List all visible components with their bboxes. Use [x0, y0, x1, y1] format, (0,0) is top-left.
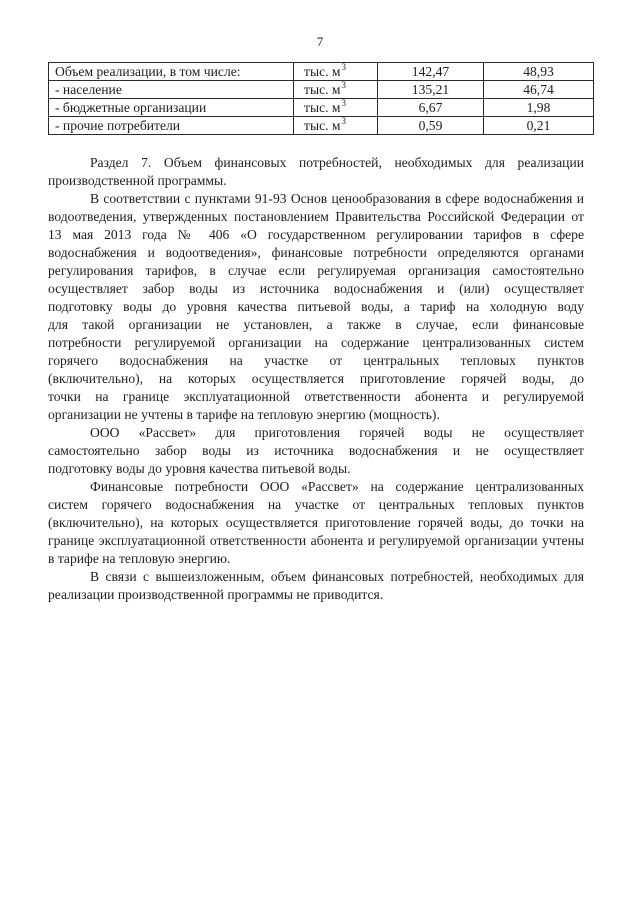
row-value-2: 1,98 [484, 99, 594, 117]
paragraph-conclusion [48, 568, 584, 604]
text-line: реализации производственной программы не приводится. [48, 587, 384, 602]
text-line: организации не учтены в тарифе на тепловую энергию (мощность). [48, 407, 440, 422]
page-number: 7 [316, 34, 324, 49]
row-value-1: 6,67 [378, 99, 484, 117]
text-line: осуществляет забор воды из источника водоснабжения и (или) осуществляет [48, 281, 584, 296]
table-row [49, 117, 594, 135]
text-line: производственной программы. [48, 173, 227, 188]
text-line: границе эксплуатационной ответственности абонента и регулируемой организации учтены [48, 533, 584, 548]
text-line: В соответствии с пунктами 91-93 Основ ценообразования в сфере водоснабжения и [90, 191, 584, 206]
table-row [49, 81, 594, 99]
text-line: ООО «Рассвет» для приготовления горячей воды не осуществляет [90, 425, 584, 440]
row-value-2: 48,93 [484, 63, 594, 81]
row-label: - население [49, 81, 294, 99]
unit-superscript: 3 [341, 116, 347, 126]
unit-superscript: 3 [341, 98, 347, 108]
text-line: подготовку воды до уровня качества питьевой воды, а тариф на холодную воду [48, 299, 584, 314]
row-value-1: 135,21 [378, 81, 484, 99]
text-line: Финансовые потребности ООО «Рассвет» на содержание централизованных [90, 479, 584, 494]
text-line: горячего водоснабжения на участке от центральных тепловых пунктов [48, 353, 584, 368]
row-label: - прочие потребители [49, 117, 294, 135]
row-unit [294, 63, 378, 81]
text-line: для такой организации не установлен, а также в случае, если финансовые [48, 317, 584, 332]
unit-text: тыс. м [304, 118, 341, 133]
paragraph-section-heading [48, 154, 584, 190]
text-line: (включительно), на которых осуществляется приготовление горячей воды, до точки на [48, 515, 584, 530]
text-line: В связи с вышеизложенным, объем финансовых потребностей, необходимых для [90, 569, 584, 584]
text-line: водоснабжения и водоотведения», финансовые потребности определяются органами [48, 245, 584, 260]
paragraph-rassvet-water [48, 424, 584, 478]
text-line: подготовку воды до уровня качества питьевой воды. [48, 461, 351, 476]
text-line: (включительно), на которых осуществляется приготовление горячей воды, до [48, 371, 584, 386]
row-value-1: 0,59 [378, 117, 484, 135]
text-line: 13 мая 2013 года № 406 «О государственном регулировании тарифов в сфере [48, 227, 584, 242]
body-text [48, 154, 584, 604]
unit-text: тыс. м [304, 64, 341, 79]
unit-text: тыс. м [304, 82, 341, 97]
row-value-1: 142,47 [378, 63, 484, 81]
row-unit [294, 117, 378, 135]
text-line: в тарифе на тепловую энергию. [48, 551, 231, 566]
table-row [49, 63, 594, 81]
unit-superscript: 3 [341, 62, 347, 72]
row-unit [294, 99, 378, 117]
text-line: потребности регулируемой организации на содержание централизованных систем [48, 335, 584, 350]
sales-volume-table [48, 62, 594, 135]
unit-superscript: 3 [341, 80, 347, 90]
text-line: самостоятельно забор воды из источника водоснабжения и не осуществляет [48, 443, 584, 458]
row-unit [294, 81, 378, 99]
unit-text: тыс. м [304, 100, 341, 115]
row-label: Объем реализации, в том числе: [49, 63, 294, 81]
row-label: - бюджетные организации [49, 99, 294, 117]
text-line: систем горячего водоснабжения на участке от центральных тепловых пунктов [48, 497, 584, 512]
text-line: регулирования тарифов, в случае если регулируемая организация самостоятельно [48, 263, 584, 278]
paragraph-rassvet-financial-needs [48, 478, 584, 568]
table-row [49, 99, 594, 117]
text-line: точки на границе эксплуатационной ответственности абонента и регулируемой [48, 389, 584, 404]
row-value-2: 0,21 [484, 117, 594, 135]
text-line: Раздел 7. Объем финансовых потребностей, необходимых для реализации [90, 155, 584, 170]
paragraph-legal-basis [48, 190, 584, 424]
row-value-2: 46,74 [484, 81, 594, 99]
text-line: водоотведения, утвержденных постановлением Правительства Российской Федерации от [48, 209, 584, 224]
